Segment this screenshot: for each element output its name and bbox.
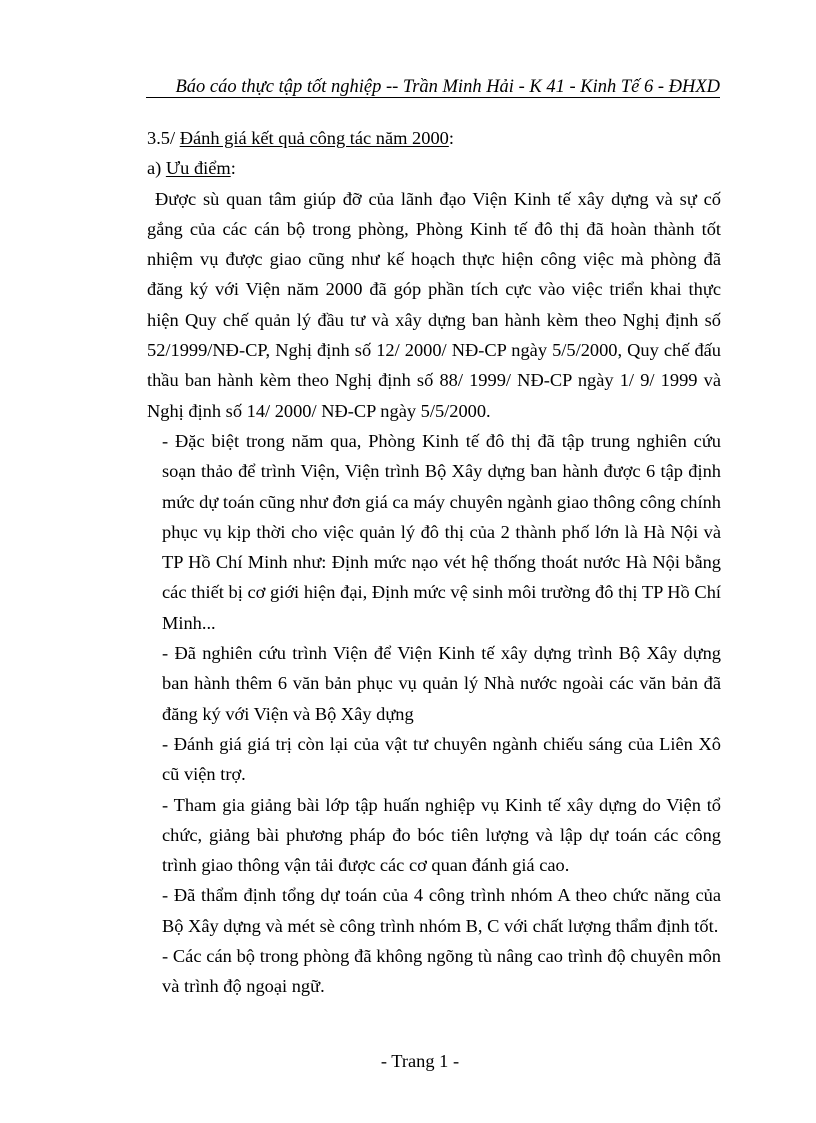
bullet-item: - Các cán bộ trong phòng đã không ngõng tù nâng cao trình độ chuyên môn và trình độ ngoại ngữ. bbox=[162, 946, 721, 997]
intro-paragraph: Được sù quan tâm giúp đỡ của lãnh đạo Viện Kinh tế xây dựng và sự cố gắng của các cán bộ trong phòng, Phòng Kinh tế đô thị đã hoàn thành tốt nhiệm vụ được giao cũng như kế hoạch thực hiện công việc mà phòng đã đăng ký với Viện năm 2000 đã góp phần tích cực vào việc triển khai thực hiện Quy chế quản lý đầu tư và xây dựng ban hành kèm theo Nghị định số 52/1999/NĐ-CP, Nghị định số 12/ 2000/ NĐ-CP ngày 5/5/2000, Quy chế đấu thầu ban hành kèm theo Nghị định số 88/ 1999/ NĐ-CP ngày 1/ 9/ 1999 và Nghị định số 14/ 2000/ NĐ-CP ngày 5/5/2000. bbox=[147, 188, 721, 421]
subsection-heading bbox=[147, 153, 721, 183]
bullet-item: - Đánh giá giá trị còn lại của vật tư chuyên ngành chiếu sáng của Liên Xô cũ viện trợ. bbox=[162, 733, 721, 785]
page-number: - Trang 1 - bbox=[380, 1051, 460, 1071]
page-footer bbox=[0, 1048, 816, 1074]
section-number: 3.5/ bbox=[147, 128, 180, 148]
header-rule bbox=[146, 97, 720, 98]
bullet-item: - Đặc biệt trong năm qua, Phòng Kinh tế đô thị đã tập trung nghiên cứu soạn thảo để trình Viện, Viện trình Bộ Xây dựng ban hành được 6 tập định mức dự toán cũng như đơn giá ca máy chuyên ngành giao thông công chính phục vụ kịp thời cho việc quản lý đô thị của 2 thành phố lớn là Hà Nội và TP Hồ Chí Minh như: Định mức nạo vét hệ thống thoát nước Hà Nội bằng các thiết bị cơ giới hiện đại, Định mức vệ sinh môi trường đô thị TP Hồ Chí Minh... bbox=[162, 430, 721, 633]
page-header bbox=[146, 76, 720, 98]
section-heading bbox=[147, 123, 721, 153]
subsection-label: a) bbox=[147, 158, 166, 179]
page-content bbox=[147, 123, 721, 1002]
subsection-title: Ưu điểm bbox=[165, 158, 231, 179]
section-title: Đánh giá kết quả công tác năm 2000 bbox=[179, 128, 449, 148]
section-title-suffix: : bbox=[448, 128, 454, 148]
bullet-item: - Tham gia giảng bài lớp tập huấn nghiệp vụ Kinh tế xây dựng do Viện tổ chức, giảng bài phương pháp đo bóc tiên lượng và lập dự toán các công trình giao thông vận tải được các cơ quan đánh giá cao. bbox=[162, 794, 721, 876]
bullet-item: - Đã nghiên cứu trình Viện để Viện Kinh tế xây dựng trình Bộ Xây dựng ban hành thêm 6 văn bản phục vụ quản lý Nhà nước ngoài các văn bản đã đăng ký với Viện và Bộ Xây dựng bbox=[162, 643, 721, 724]
running-title: Báo cáo thực tập tốt nghiệp -- Trần Minh Hải - K 41 - Kinh Tế 6 - ĐHXD bbox=[175, 77, 720, 97]
subsection-title-suffix: : bbox=[230, 158, 236, 179]
bullet-item: - Đã thẩm định tổng dự toán của 4 công trình nhóm A theo chức năng của Bộ Xây dựng và mét sè công trình nhóm B, C với chất lượng thẩm định tốt. bbox=[162, 885, 721, 936]
